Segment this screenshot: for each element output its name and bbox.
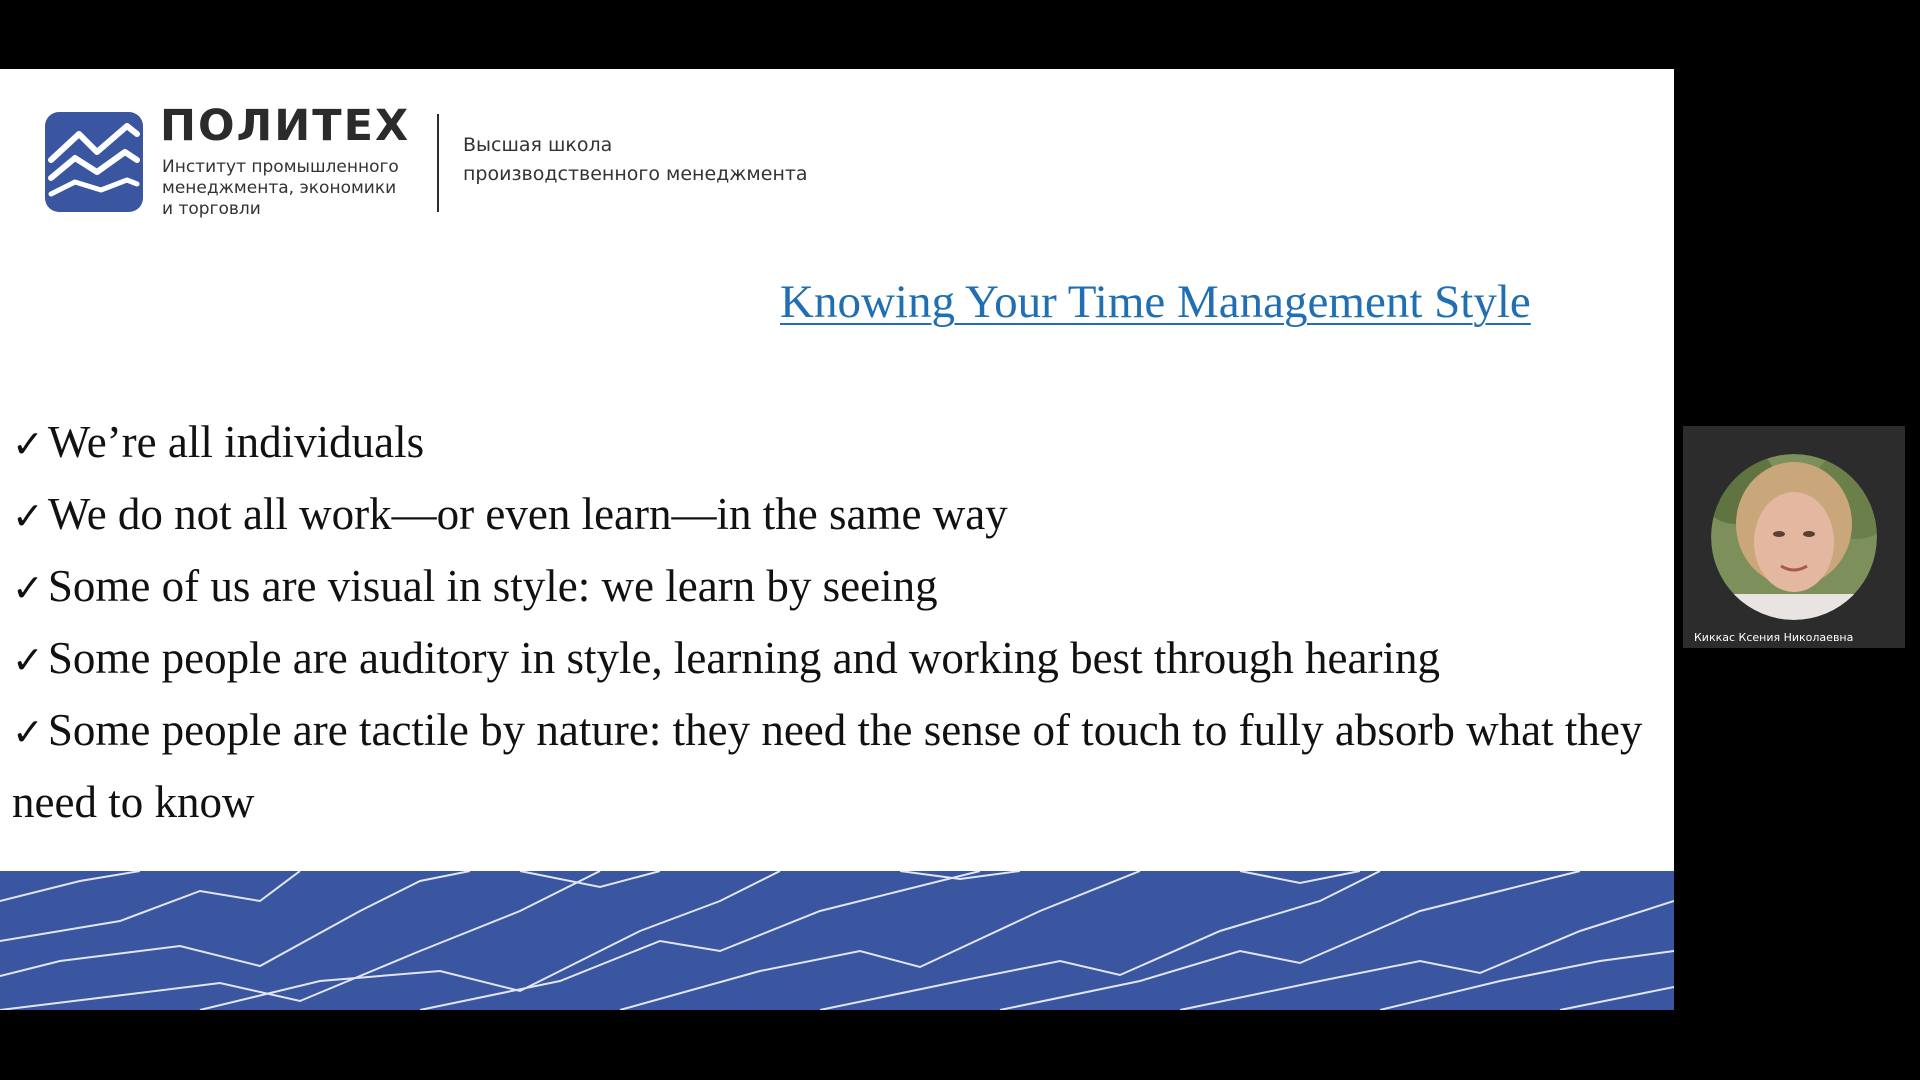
presentation-slide: [0, 69, 1674, 1010]
check-mark-icon: ✓: [12, 710, 44, 754]
brand-subtitle-line: и торговли: [162, 199, 261, 219]
check-mark-icon: ✓: [12, 638, 44, 682]
wave-pattern-graphic: [0, 871, 1674, 1010]
bullet-item: [12, 551, 1652, 623]
slide-title-link[interactable]: Knowing Your Time Management Style: [780, 276, 1531, 328]
brand-subtitle: [162, 157, 432, 220]
decorative-wave-band: [0, 871, 1674, 1010]
brand-name: ПОЛИТЕХ: [160, 101, 411, 151]
brand-subtitle-line: Институт промышленного: [162, 157, 399, 177]
bullet-item: [12, 623, 1652, 695]
bullet-text: Some people are auditory in style, learning and working best through hearing: [47, 633, 1440, 683]
politech-logo-icon: [45, 112, 143, 212]
school-name: [463, 131, 883, 189]
bullet-item: [12, 407, 1652, 479]
bullet-text: Some of us are visual in style: we learn by seeing: [47, 561, 938, 611]
check-mark-icon: ✓: [12, 494, 44, 538]
school-name-line: производственного менеджмента: [463, 163, 808, 185]
school-name-line: Высшая школа: [463, 134, 613, 156]
bullet-item: [12, 695, 1652, 837]
check-mark-icon: ✓: [12, 566, 44, 610]
bullet-list: [12, 407, 1652, 837]
bullet-text: Some people are tactile by nature: they need the sense of touch to fully absorb what they need to know: [12, 705, 1643, 827]
participant-avatar: [1711, 454, 1877, 620]
check-mark-icon: ✓: [12, 422, 44, 466]
bullet-text: We do not all work—or even learn—in the same way: [47, 489, 1008, 539]
brand-divider: [437, 114, 439, 212]
bullet-item: [12, 479, 1652, 551]
brand-subtitle-line: менеджмента, экономики: [162, 178, 397, 198]
bullet-text: We’re all individuals: [47, 417, 425, 467]
participant-video-tile[interactable]: [1683, 426, 1905, 648]
participant-name-label: Киккас Ксения Николаевна: [1694, 631, 1854, 644]
